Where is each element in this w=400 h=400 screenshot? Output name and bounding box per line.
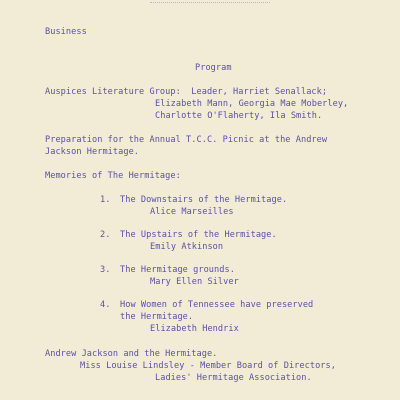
- memories-heading: Memories of The Hermitage:: [45, 171, 181, 181]
- program-heading: Program: [195, 63, 232, 73]
- preparation-line-1: Preparation for the Annual T.C.C. Picnic at the Andrew: [45, 135, 328, 145]
- item-speaker: Alice Marseilles: [150, 207, 234, 217]
- auspices-line-3: Charlotte O'Flaherty, Ila Smith.: [155, 111, 323, 121]
- item-number: 4.: [100, 300, 111, 310]
- cropped-top-text: [150, 0, 270, 3]
- auspices-line-1: Auspices Literature Group: Leader, Harriet Senallack;: [45, 87, 328, 97]
- item-speaker: Elizabeth Hendrix: [150, 324, 239, 334]
- closing-line-1: Andrew Jackson and the Hermitage.: [45, 349, 218, 359]
- item-number: 3.: [100, 265, 111, 275]
- closing-line-3: Ladies' Hermitage Association.: [155, 373, 312, 383]
- item-title: The Downstairs of the Hermitage.: [120, 195, 288, 205]
- item-title: The Hermitage grounds.: [120, 265, 235, 275]
- auspices-line-2: Elizabeth Mann, Georgia Mae Moberley,: [155, 99, 349, 109]
- business-heading: Business: [45, 27, 87, 37]
- item-title: How Women of Tennessee have preserved: [120, 300, 314, 310]
- item-speaker: Emily Atkinson: [150, 242, 224, 252]
- item-title-continued: the Hermitage.: [120, 312, 194, 322]
- item-number: 2.: [100, 230, 111, 240]
- preparation-line-2: Jackson Hermitage.: [45, 147, 140, 157]
- item-number: 1.: [100, 195, 111, 205]
- closing-line-2: Miss Louise Lindsley - Member Board of Directors,: [80, 361, 336, 371]
- item-speaker: Mary Ellen Silver: [150, 277, 239, 287]
- item-title: The Upstairs of the Hermitage.: [120, 230, 277, 240]
